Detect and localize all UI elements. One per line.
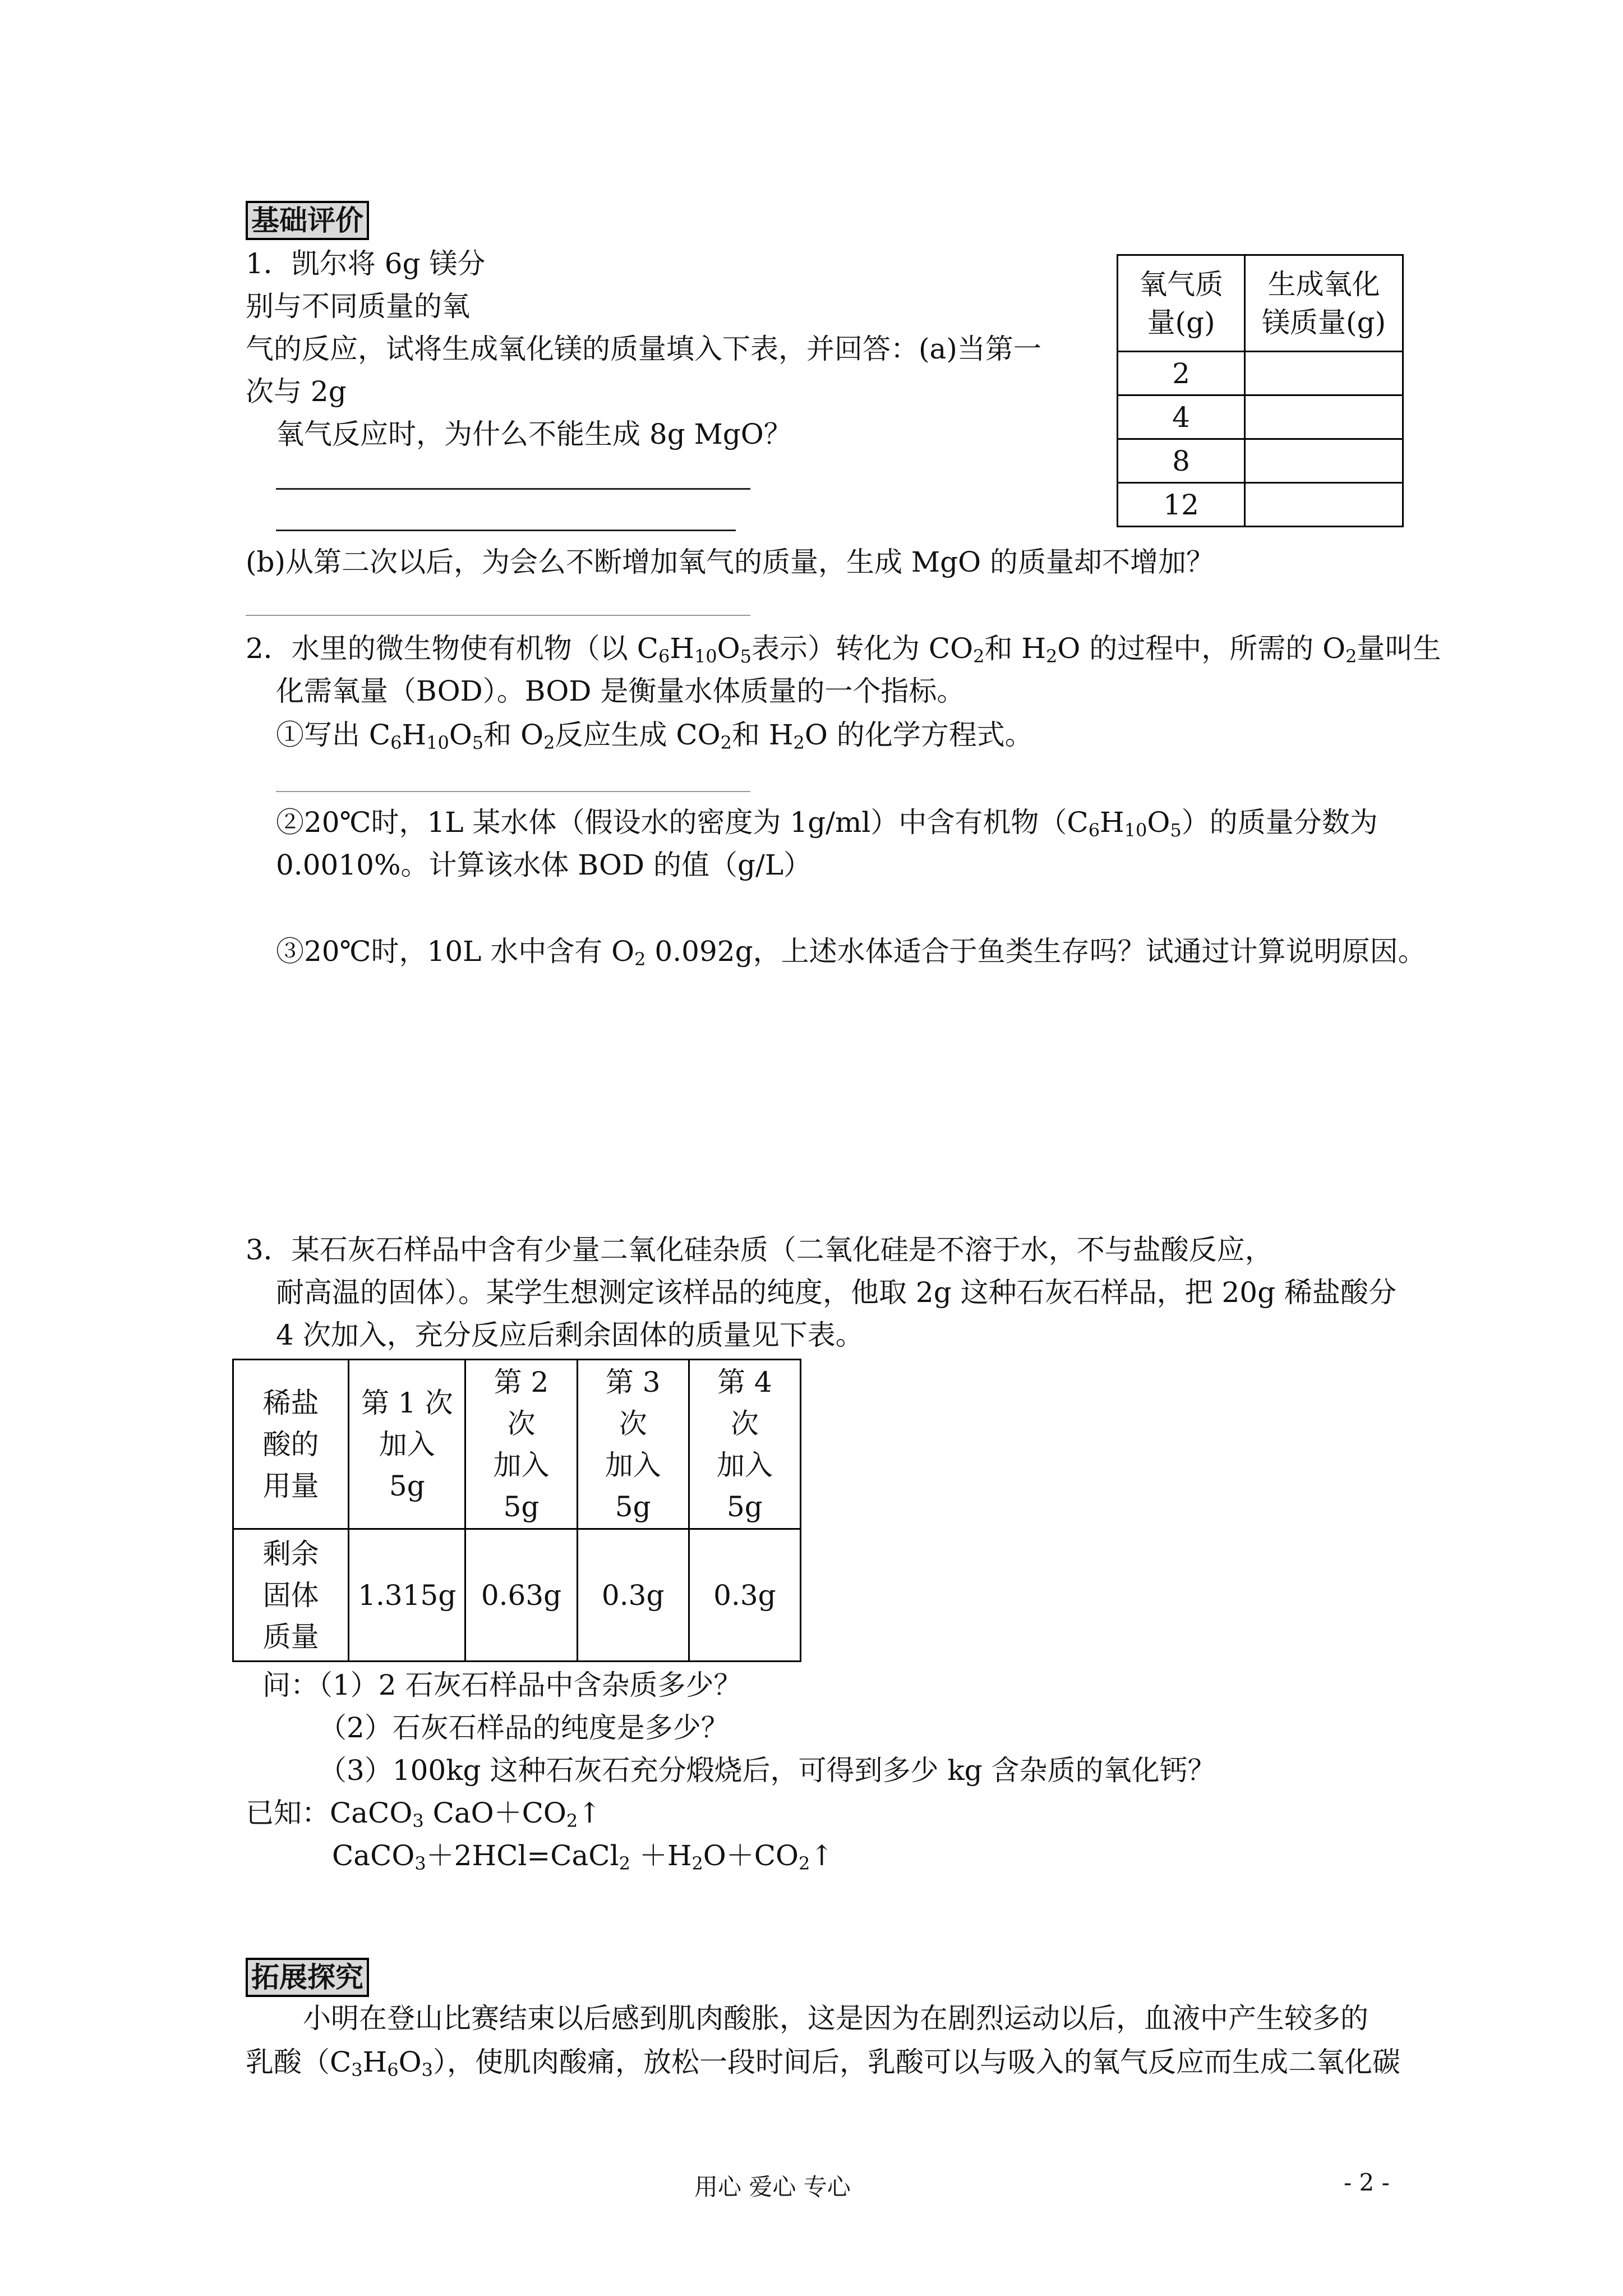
header-text: 酸的 <box>262 1428 319 1461</box>
subscript: 3 <box>412 1810 424 1832</box>
table-cell: 4 <box>1118 395 1245 439</box>
subscript: 10 <box>426 732 449 753</box>
q3-ask3: （3）100kg 这种石灰石充分煅烧后，可得到多少 kg 含杂质的氧化钙？ <box>319 1754 1216 1787</box>
table-cell: 1.315g <box>349 1529 465 1662</box>
text: ），使肌肉酸痛，放松一段时间后，乳酸可以与吸入的氧气反应而生成二氧化碳 <box>432 2046 1400 2078</box>
text: O 的化学方程式。 <box>804 719 1033 751</box>
up-arrow-icon: ↑ <box>810 1839 834 1872</box>
subscript: 6 <box>658 646 670 667</box>
header-text: 稀盐 <box>262 1386 319 1419</box>
label-text: 质量 <box>262 1620 319 1653</box>
answer-cell[interactable] <box>1245 483 1403 527</box>
page-number: - 2 - <box>1344 2169 1390 2196</box>
ext-line1: 小明在登山比赛结束以后感到肌肉酸胀，这是因为在剧烈运动以后，血液中产生较多的 <box>303 2002 1368 2035</box>
table-header <box>349 1360 465 1529</box>
subscript: 2 <box>691 1853 703 1874</box>
text: ＋H <box>630 1839 692 1872</box>
header-text: 加入 <box>605 1448 661 1481</box>
text: 和 H <box>731 719 794 751</box>
q3-ask1: 问：（1）2 石灰石样品中含杂质多少？ <box>262 1669 742 1701</box>
text: ）的质量分数为 <box>1181 806 1378 839</box>
table-header <box>465 1360 577 1529</box>
subscript: 6 <box>1088 820 1100 841</box>
table-header <box>233 1360 349 1529</box>
q3-line3: 4 次加入，充分反应后剩余固体的质量见下表。 <box>276 1319 864 1351</box>
text: ①写出 C <box>276 719 391 751</box>
subscript: 5 <box>740 646 752 667</box>
text: 反应生成 CO <box>555 719 721 751</box>
header-text: 加入 <box>493 1448 550 1481</box>
oxygen-mgo-table <box>1117 254 1404 527</box>
text: O 的过程中，所需的 O <box>1057 632 1346 665</box>
label-text: 固体 <box>262 1579 319 1612</box>
subscript: 2 <box>720 732 732 753</box>
header-text: 次 <box>730 1407 759 1440</box>
text: 和 H <box>984 632 1046 665</box>
footer-motto: 用心 爱心 专心 <box>694 2173 851 2201</box>
subscript: 6 <box>390 732 402 753</box>
text: H <box>1100 806 1124 839</box>
q3-line2: 耐高温的固体）。某学生想测定该样品的纯度，他取 2g 这种石灰石样品，把 20g 稀盐酸分 <box>276 1276 1397 1309</box>
answer-cell[interactable] <box>1245 439 1403 483</box>
table-cell: 0.63g <box>465 1529 577 1662</box>
table-header <box>577 1360 689 1529</box>
text: ②20℃时，1L 某水体（假设水的密度为 1g/ml）中含有机物（C <box>276 806 1089 839</box>
text: CaCO <box>332 1839 415 1872</box>
subscript: 5 <box>472 732 484 753</box>
q1-line4: 次与 2g <box>246 375 347 408</box>
text: 2．水里的微生物使有机物（以 C <box>246 632 658 665</box>
subscript: 3 <box>421 2059 433 2081</box>
subscript: 2 <box>619 1853 630 1874</box>
q1-line3: 气的反应，试将生成氧化镁的质量填入下表，并回答：(a)当第一 <box>246 333 1041 365</box>
text: 0.092g，上述水体适合于鱼类生存吗？试通过计算说明原因。 <box>645 935 1426 968</box>
text: 已知：CaCO <box>246 1797 413 1829</box>
q2-line6 <box>276 933 1426 969</box>
subscript: 5 <box>1170 820 1182 841</box>
header-text: 第 2 <box>494 1365 549 1398</box>
label-text: 剩余 <box>262 1537 319 1570</box>
table-cell: 2 <box>1118 352 1245 395</box>
subscript: 10 <box>1124 820 1147 841</box>
known-equation-2 <box>332 1838 833 1874</box>
subscript: 3 <box>351 2059 363 2081</box>
text: H <box>402 719 427 751</box>
q2-line3 <box>276 717 1033 753</box>
q1-line5: 氧气反应时，为什么不能生成 8g MgO？ <box>276 418 792 450</box>
subscript: 6 <box>387 2059 399 2081</box>
header-text: 5g <box>615 1490 651 1523</box>
subscript: 2 <box>566 1810 578 1832</box>
text: 表示）转化为 CO <box>751 632 974 665</box>
table-header <box>689 1360 800 1529</box>
header-text: 第 3 <box>605 1365 661 1398</box>
q3-line1: 3．某石灰石样品中含有少量二氧化硅杂质（二氧化硅是不溶于水，不与盐酸反应， <box>246 1234 1273 1266</box>
header-text: 用量 <box>262 1469 319 1502</box>
header-text: 5g <box>726 1490 763 1523</box>
answer-blank[interactable] <box>276 530 736 531</box>
q2-line2: 化需氧量（BOD）。BOD 是衡量水体质量的一个指标。 <box>276 675 965 707</box>
answer-blank[interactable] <box>246 615 750 616</box>
text: O <box>717 632 740 665</box>
text: O <box>449 719 472 751</box>
subscript: 2 <box>1046 646 1058 667</box>
hcl-residue-table <box>232 1359 801 1662</box>
header-text: 第 4 <box>717 1365 772 1398</box>
text: O <box>1147 806 1170 839</box>
table-header <box>1118 255 1245 352</box>
header-text: 量(g) <box>1147 306 1215 339</box>
header-text: 次 <box>619 1407 647 1440</box>
subscript: 3 <box>414 1853 426 1874</box>
text: ③20℃时，10L 水中含有 O <box>276 935 635 968</box>
known-equation-1 <box>246 1795 601 1831</box>
q3-ask2: （2）石灰石样品的纯度是多少？ <box>319 1711 729 1744</box>
text: O＋CO <box>703 1839 799 1872</box>
header-text: 次 <box>507 1407 536 1440</box>
text: CaO＋CO <box>423 1797 566 1829</box>
table-cell: 12 <box>1118 483 1245 527</box>
text: O <box>398 2046 422 2078</box>
header-text: 加入 <box>379 1428 435 1461</box>
subscript: 10 <box>694 646 717 667</box>
section-title-extension <box>246 1958 369 1997</box>
table-header <box>1245 255 1403 352</box>
table-cell: 0.3g <box>689 1529 800 1662</box>
header-text: 氧气质 <box>1139 268 1224 301</box>
subscript: 2 <box>634 949 646 970</box>
subscript: 2 <box>543 732 555 753</box>
subscript: 2 <box>793 732 805 753</box>
text: H <box>362 2046 388 2078</box>
header-text: 镁质量(g) <box>1262 306 1386 339</box>
table-row-label <box>233 1529 349 1662</box>
text: 量叫生 <box>1357 632 1441 665</box>
answer-blank[interactable] <box>276 791 750 792</box>
header-text: 5g <box>503 1490 540 1523</box>
ext-line2 <box>246 2044 1400 2080</box>
section-title-text: 基础评价 <box>251 204 363 237</box>
subscript: 2 <box>973 646 985 667</box>
section-title-text: 拓展探究 <box>251 1961 363 1994</box>
text: 和 O <box>483 719 544 751</box>
text: H <box>670 632 694 665</box>
header-text: 5g <box>389 1469 425 1502</box>
q2-line5: 0.0010%。计算该水体 BOD 的值（g/L） <box>276 849 812 881</box>
q2-line4 <box>276 804 1378 840</box>
subscript: 2 <box>799 1853 810 1874</box>
text: ＋2HCl=CaCl <box>426 1839 619 1872</box>
subscript: 2 <box>1345 646 1357 667</box>
answer-cell[interactable] <box>1245 395 1403 439</box>
header-text: 加入 <box>716 1448 773 1481</box>
section-title-basic <box>246 201 369 240</box>
q1-line2: 别与不同质量的氧 <box>246 290 470 323</box>
text: 乳酸（C <box>246 2046 352 2078</box>
up-arrow-icon: ↑ <box>578 1797 602 1829</box>
table-cell: 8 <box>1118 439 1245 483</box>
q1-line6: (b)从第二次以后，为会么不断增加氧气的质量，生成 MgO 的质量却不增加？ <box>246 546 1215 578</box>
header-text: 第 1 次 <box>361 1386 453 1419</box>
header-text: 生成氧化 <box>1267 268 1380 301</box>
q1-line1: 1．凯尔将 6g 镁分 <box>246 247 486 280</box>
table-cell: 0.3g <box>577 1529 689 1662</box>
answer-blank[interactable] <box>276 488 750 490</box>
answer-cell[interactable] <box>1245 352 1403 395</box>
q2-line1 <box>246 631 1441 666</box>
